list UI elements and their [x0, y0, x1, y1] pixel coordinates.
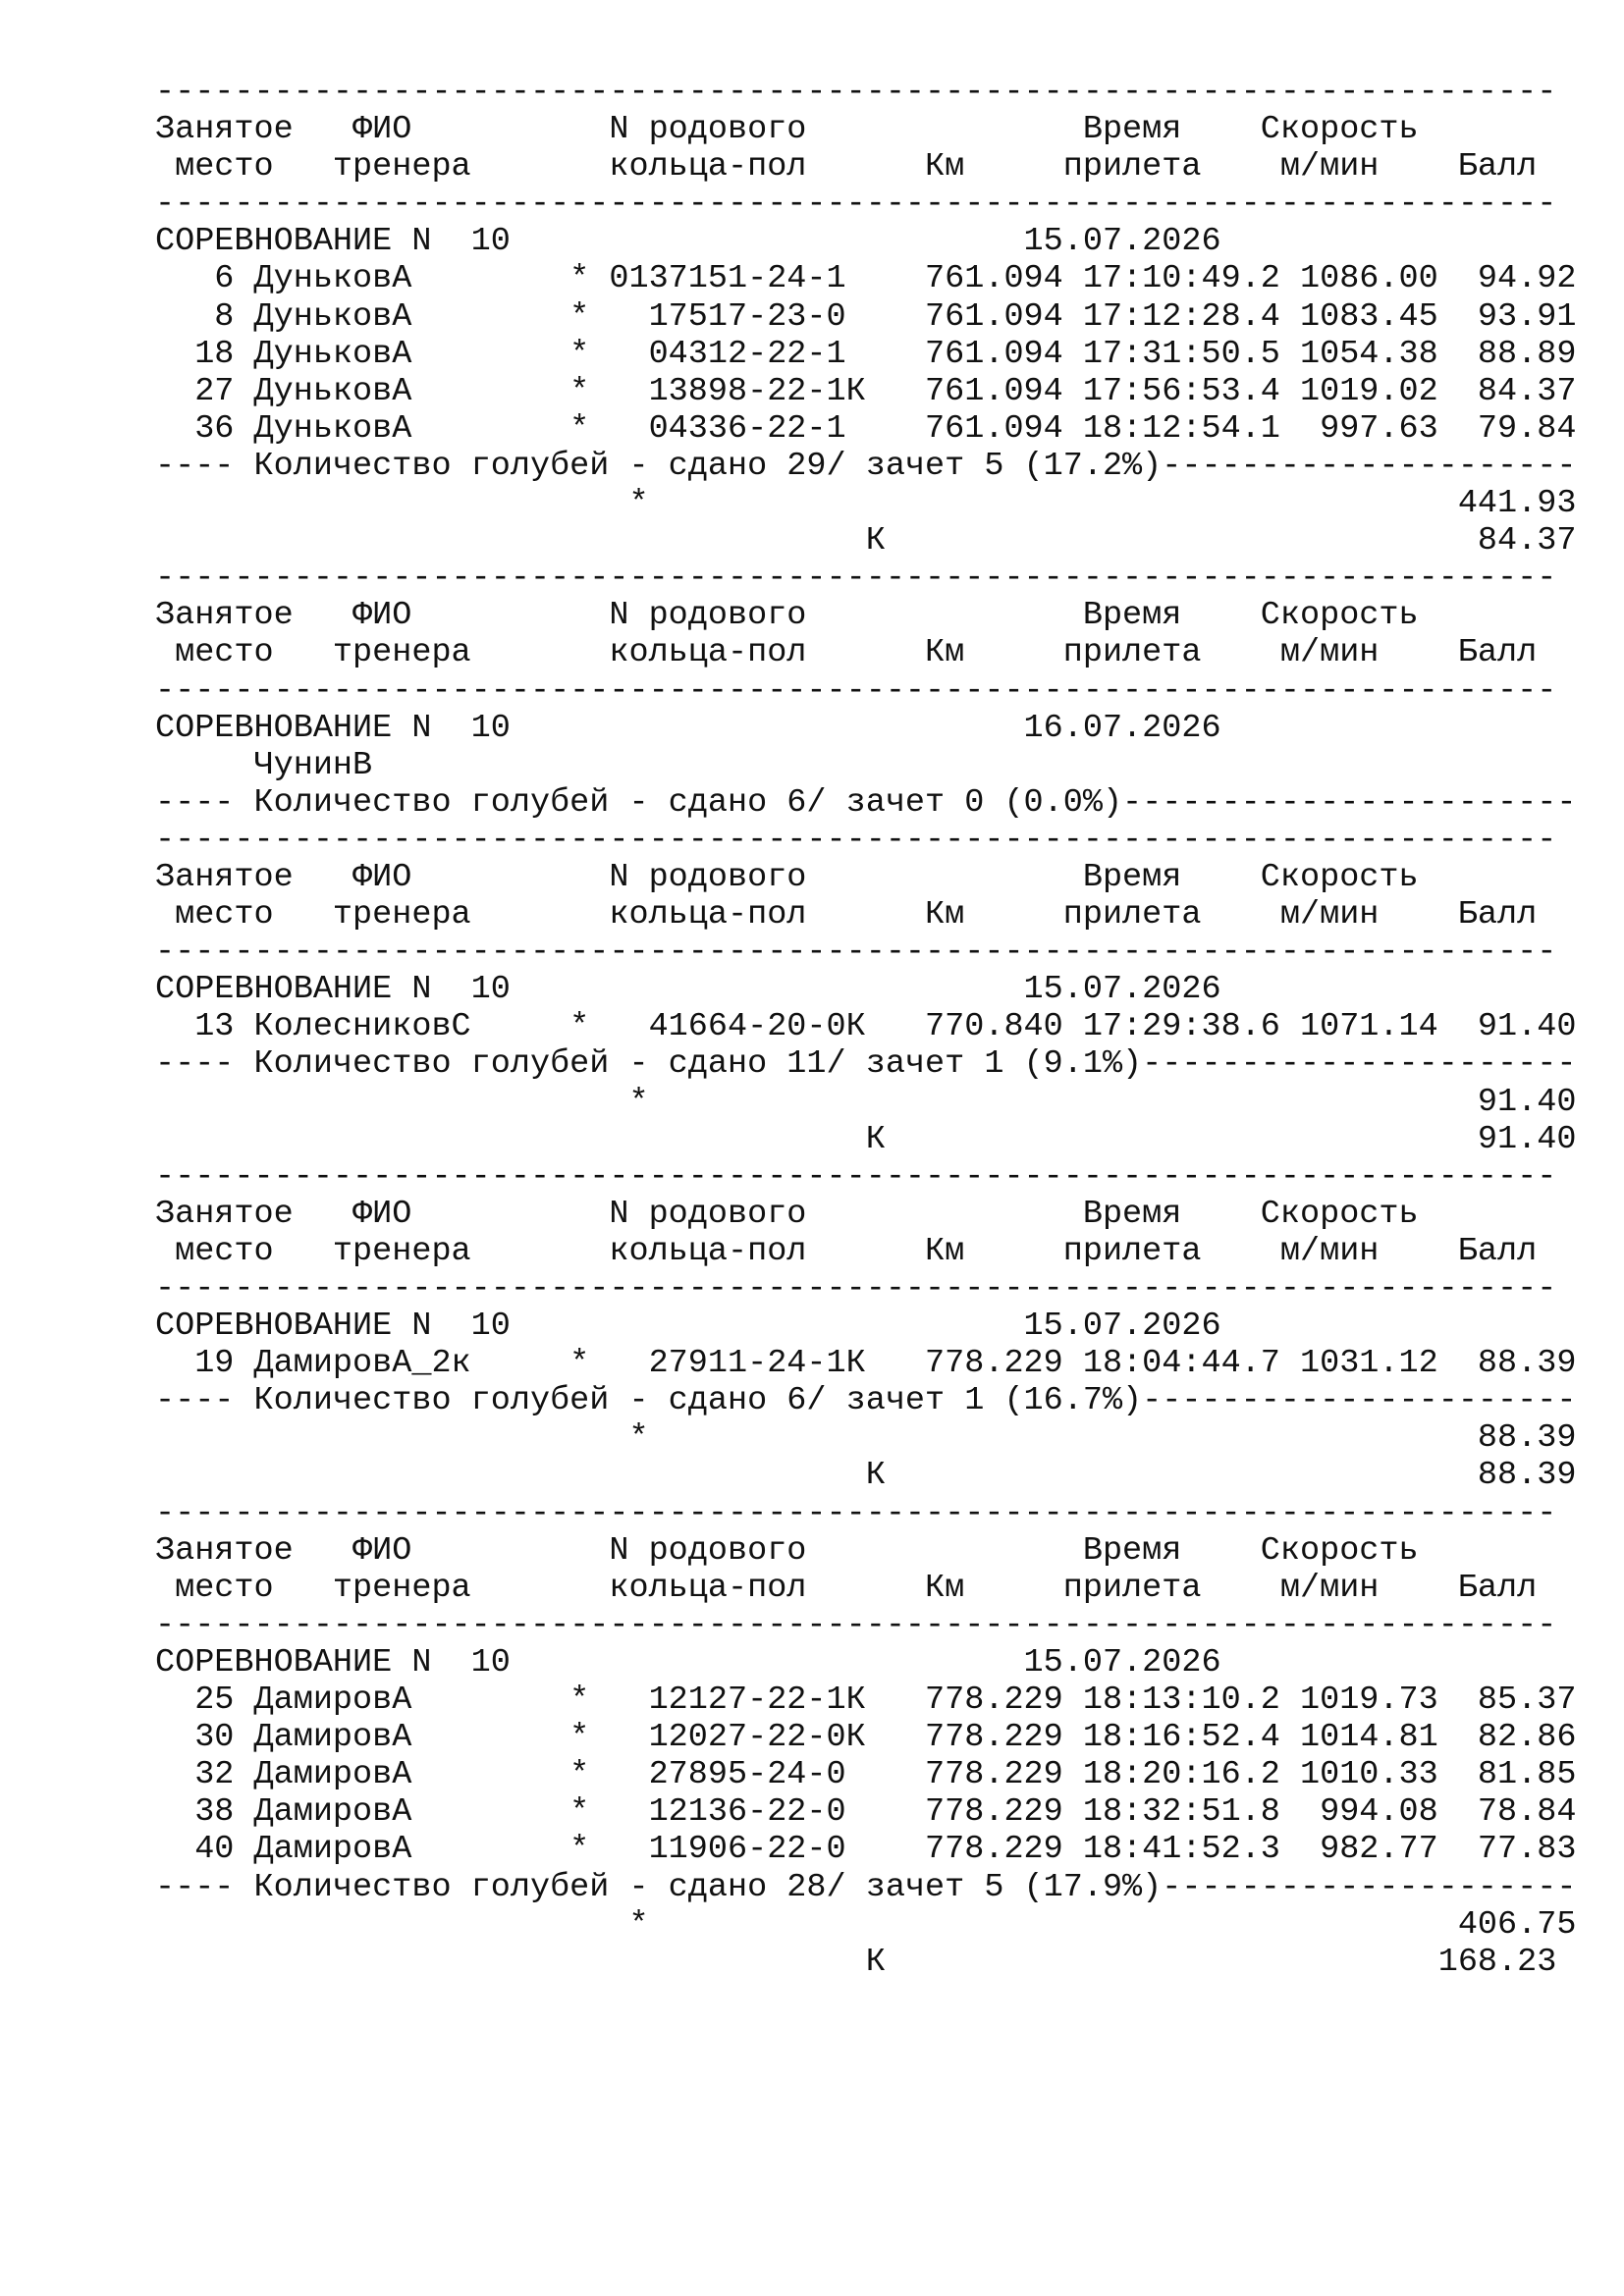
competition-heading: СОРЕВНОВАНИЕ N 10 15.07.2026 [155, 1643, 1221, 1682]
header-rule: ----------------------------------------------------------------------- [155, 1270, 1557, 1308]
header-rule: ----------------------------------------------------------------------- [155, 1157, 1557, 1196]
table-row: 27 ДуньковА * 13898-22-1К 761.094 17:56:53.4 1019.02 84.37 [155, 372, 1577, 410]
summary-line: ---- Количество голубей - сдано 29/ зачет 5 (17.2%)--------------------- [155, 447, 1577, 485]
competition-heading: СОРЕВНОВАНИЕ N 10 16.07.2026 [155, 709, 1221, 747]
coefficient-line: К 168.23 [155, 1943, 1557, 1981]
table-header-row: Занятое ФИО N родового Время Скорость [155, 111, 1419, 149]
total-line: * 88.39 [155, 1419, 1577, 1458]
total-line: * 406.75 [155, 1905, 1577, 1944]
coefficient-line: К 88.39 [155, 1457, 1577, 1495]
table-header-row: место тренера кольца-пол Км прилета м/мин Балл [155, 896, 1538, 934]
summary-line: ---- Количество голубей - сдано 11/ зачет 1 (9.1%)---------------------- [155, 1045, 1577, 1084]
table-row: 6 ДуньковА * 0137151-24-1 761.094 17:10:49.2 1086.00 94.92 [155, 260, 1577, 298]
table-header-row: Занятое ФИО N родового Время Скорость [155, 1195, 1419, 1233]
summary-line: ---- Количество голубей - сдано 6/ зачет 1 (16.7%)---------------------- [155, 1382, 1577, 1420]
header-rule: ----------------------------------------------------------------------- [155, 934, 1557, 972]
table-header-row: место тренера кольца-пол Км прилета м/мин Балл [155, 634, 1538, 672]
table-row: ЧунинВ [155, 746, 373, 784]
report-section [155, 74, 1576, 560]
report-section [155, 822, 1576, 1158]
table-row: 13 КолесниковС * 41664-20-0К 770.840 17:29:38.6 1071.14 91.40 [155, 1008, 1577, 1046]
table-row: 30 ДамировА * 12027-22-0К 778.229 18:16:52.4 1014.81 82.86 [155, 1719, 1577, 1757]
report-section [155, 560, 1576, 822]
table-row: 25 ДамировА * 12127-22-1К 778.229 18:13:10.2 1019.73 85.37 [155, 1682, 1577, 1720]
header-rule: ----------------------------------------------------------------------- [155, 1494, 1557, 1532]
table-header-row: место тренера кольца-пол Км прилета м/мин Балл [155, 148, 1538, 187]
total-line: * 91.40 [155, 1083, 1577, 1121]
competition-heading: СОРЕВНОВАНИЕ N 10 15.07.2026 [155, 971, 1221, 1009]
header-rule: ----------------------------------------------------------------------- [155, 560, 1557, 598]
table-row: 40 ДамировА * 11906-22-0 778.229 18:41:52.3 982.77 77.83 [155, 1831, 1577, 1869]
table-row: 19 ДамировА_2к * 27911-24-1К 778.229 18:04:44.7 1031.12 88.39 [155, 1345, 1577, 1383]
table-row: 32 ДамировА * 27895-24-0 778.229 18:20:16.2 1010.33 81.85 [155, 1756, 1577, 1794]
table-header-row: место тренера кольца-пол Км прилета м/мин Балл [155, 1232, 1538, 1270]
report-section [155, 1158, 1576, 1495]
table-row: 8 ДуньковА * 17517-23-0 761.094 17:12:28.4 1083.45 93.91 [155, 297, 1577, 336]
header-rule: ----------------------------------------------------------------------- [155, 671, 1557, 710]
competition-heading: СОРЕВНОВАНИЕ N 10 15.07.2026 [155, 223, 1221, 261]
competition-heading: СОРЕВНОВАНИЕ N 10 15.07.2026 [155, 1308, 1221, 1346]
table-row: 36 ДуньковА * 04336-22-1 761.094 18:12:54.1 997.63 79.84 [155, 409, 1577, 448]
report-section [155, 1495, 1576, 1981]
total-line: * 441.93 [155, 485, 1577, 523]
table-header-row: место тренера кольца-пол Км прилета м/мин Балл [155, 1569, 1538, 1607]
coefficient-line: К 84.37 [155, 522, 1577, 561]
summary-line: ---- Количество голубей - сдано 28/ зачет 5 (17.9%)--------------------- [155, 1868, 1577, 1906]
report-printout [155, 74, 1576, 1981]
header-rule: ----------------------------------------------------------------------- [155, 186, 1557, 224]
coefficient-line: К 91.40 [155, 1120, 1577, 1158]
table-row: 38 ДамировА * 12136-22-0 778.229 18:32:51.8 994.08 78.84 [155, 1793, 1577, 1832]
header-rule: ----------------------------------------------------------------------- [155, 1606, 1557, 1644]
summary-line: ---- Количество голубей - сдано 6/ зачет 0 (0.0%)----------------------- [155, 783, 1577, 822]
table-row: 18 ДуньковА * 04312-22-1 761.094 17:31:50.5 1054.38 88.89 [155, 335, 1577, 373]
table-header-row: Занятое ФИО N родового Время Скорость [155, 597, 1419, 635]
header-rule: ----------------------------------------------------------------------- [155, 74, 1557, 111]
header-rule: ----------------------------------------------------------------------- [155, 821, 1557, 859]
table-header-row: Занятое ФИО N родового Время Скорость [155, 1531, 1419, 1570]
table-header-row: Занятое ФИО N родового Время Скорость [155, 858, 1419, 896]
